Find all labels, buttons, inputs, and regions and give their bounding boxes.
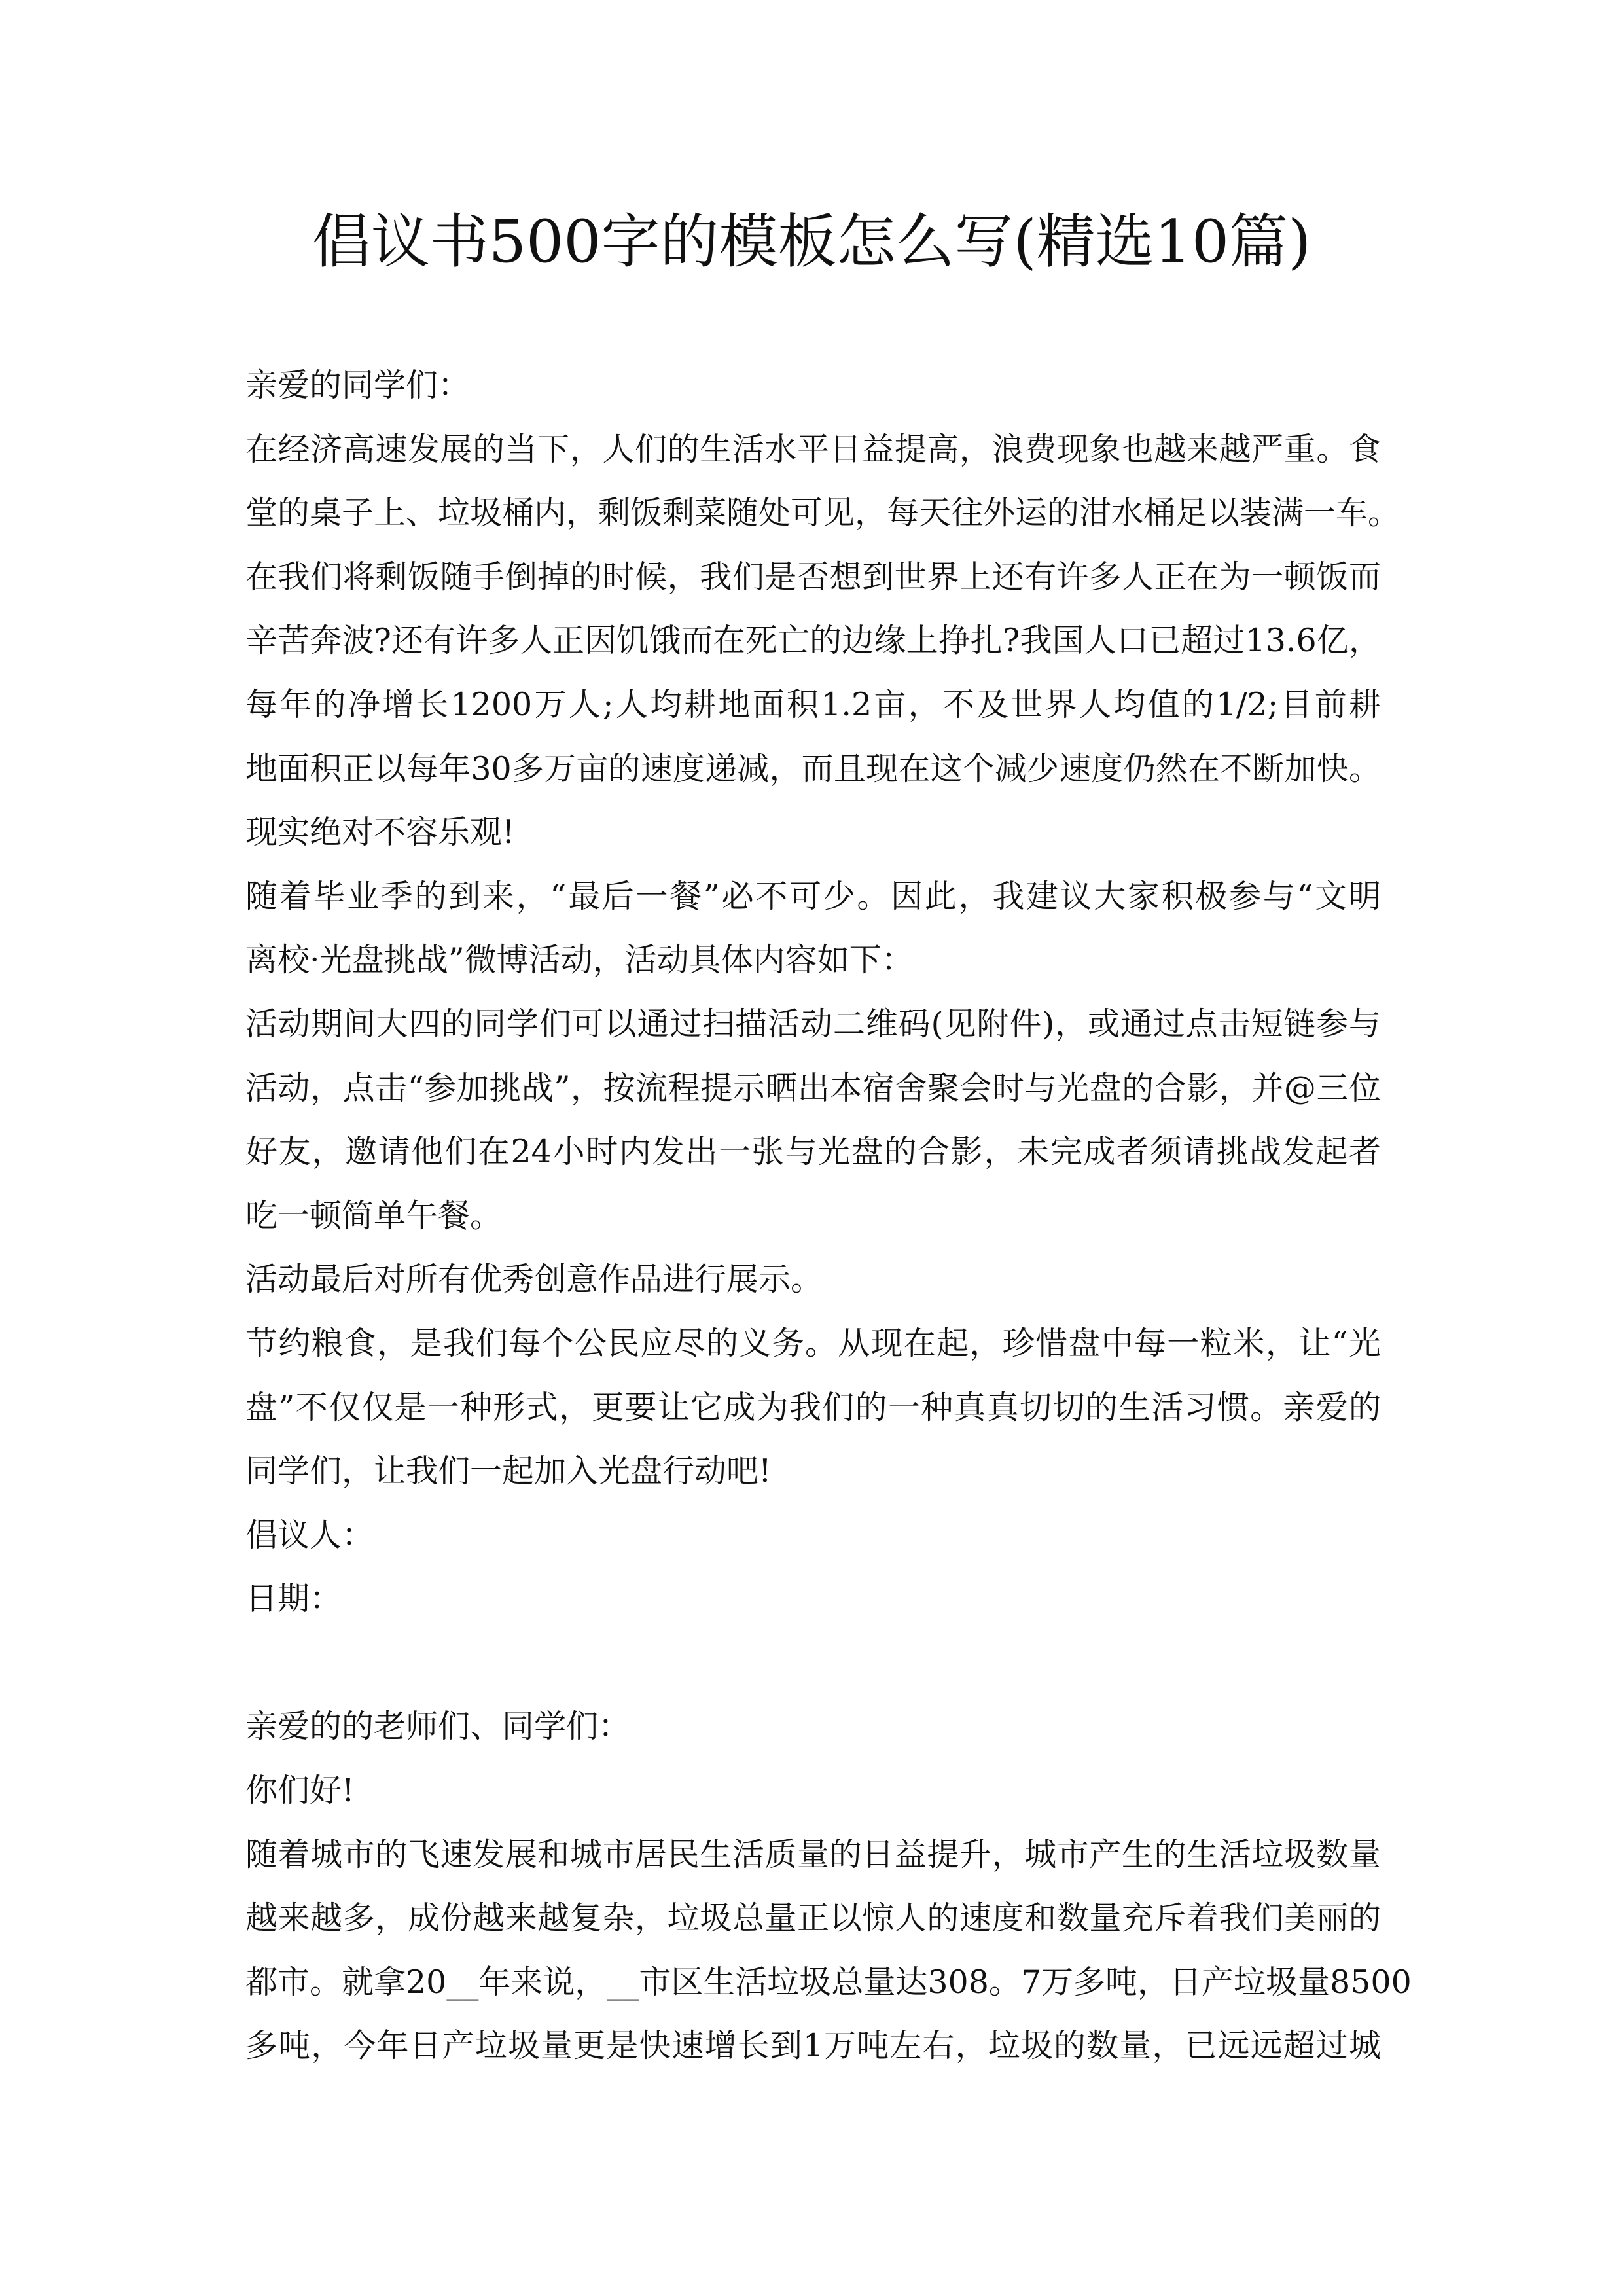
paragraph-line: 随着毕业季的到来，“最后一餐”必不可少。因此，我建议大家积极参与“文明 [245, 877, 1381, 915]
paragraph-line: 亲爱的的老师们、同学们： [245, 1708, 631, 1746]
paragraph-line: 堂的桌子上、垃圾桶内，剩饭剩菜随处可见，每天往外运的泔水桶足以装满一车。 [245, 494, 1400, 532]
paragraph-line: 地面积正以每年30多万亩的速度递减，而且现在这个减少速度仍然在不断加快。 [245, 749, 1381, 787]
paragraph-line: 亲爱的同学们： [245, 367, 471, 404]
paragraph-line: 日期： [245, 1580, 342, 1618]
paragraph-line: 每年的净增长1200万人;人均耕地面积1.2亩，不及世界人均值的1/2;目前耕 [245, 685, 1381, 723]
paragraph-line: 离校·光盘挑战”微博活动，活动具体内容如下： [245, 941, 914, 979]
paragraph-line: 倡议人： [245, 1516, 374, 1554]
paragraph-line: 在经济高速发展的当下，人们的生活水平日益提高，浪费现象也越来越严重。食 [245, 430, 1381, 468]
paragraph-line: 越来越多，成份越来越复杂，垃圾总量正以惊人的速度和数量充斥着我们美丽的 [245, 1899, 1381, 1937]
paragraph-line: 活动最后对所有优秀创意作品进行展示。 [245, 1261, 823, 1299]
blank-line [245, 1631, 1381, 1695]
document-body [245, 353, 1412, 2078]
paragraph-line: 随着城市的飞速发展和城市居民生活质量的日益提升，城市产生的生活垃圾数量 [245, 1835, 1381, 1873]
paragraph-line: 多吨，今年日产垃圾量更是快速增长到1万吨左右，垃圾的数量，已远远超过城 [245, 2027, 1381, 2065]
paragraph-line: 节约粮食，是我们每个公民应尽的义务。从现在起，珍惜盘中每一粒米，让“光 [245, 1324, 1381, 1362]
paragraph-line: 你们好! [245, 1772, 355, 1810]
paragraph-line: 吃一顿简单午餐。 [245, 1196, 503, 1234]
document-title: 倡议书500字的模板怎么写(精选10篇) [312, 207, 1311, 276]
paragraph-line: 活动期间大四的同学们可以通过扫描活动二维码(见附件)，或通过点击短链参与 [245, 1005, 1381, 1043]
paragraph-line: 同学们，让我们一起加入光盘行动吧! [245, 1452, 772, 1490]
paragraph-line: 活动，点击“参加挑战”，按流程提示晒出本宿舍聚会时与光盘的合影，并@三位 [245, 1069, 1381, 1107]
paragraph-line: 现实绝对不容乐观! [245, 814, 515, 852]
paragraph-line: 好友，邀请他们在24小时内发出一张与光盘的合影，未完成者须请挑战发起者 [245, 1133, 1381, 1171]
paragraph-line: 在我们将剩饭随手倒掉的时候，我们是否想到世界上还有许多人正在为一顿饭而 [245, 558, 1381, 596]
paragraph-line: 都市。就拿20__年来说，__市区生活垃圾总量达308。7万多吨，日产垃圾量8500 [245, 1963, 1412, 2001]
paragraph-line: 辛苦奔波?还有许多人正因饥饿而在死亡的边缘上挣扎?我国人口已超过13.6亿， [245, 622, 1381, 660]
paragraph-line: 盘”不仅仅是一种形式，更要让它成为我们的一种真真切切的生活习惯。亲爱的 [245, 1388, 1381, 1426]
